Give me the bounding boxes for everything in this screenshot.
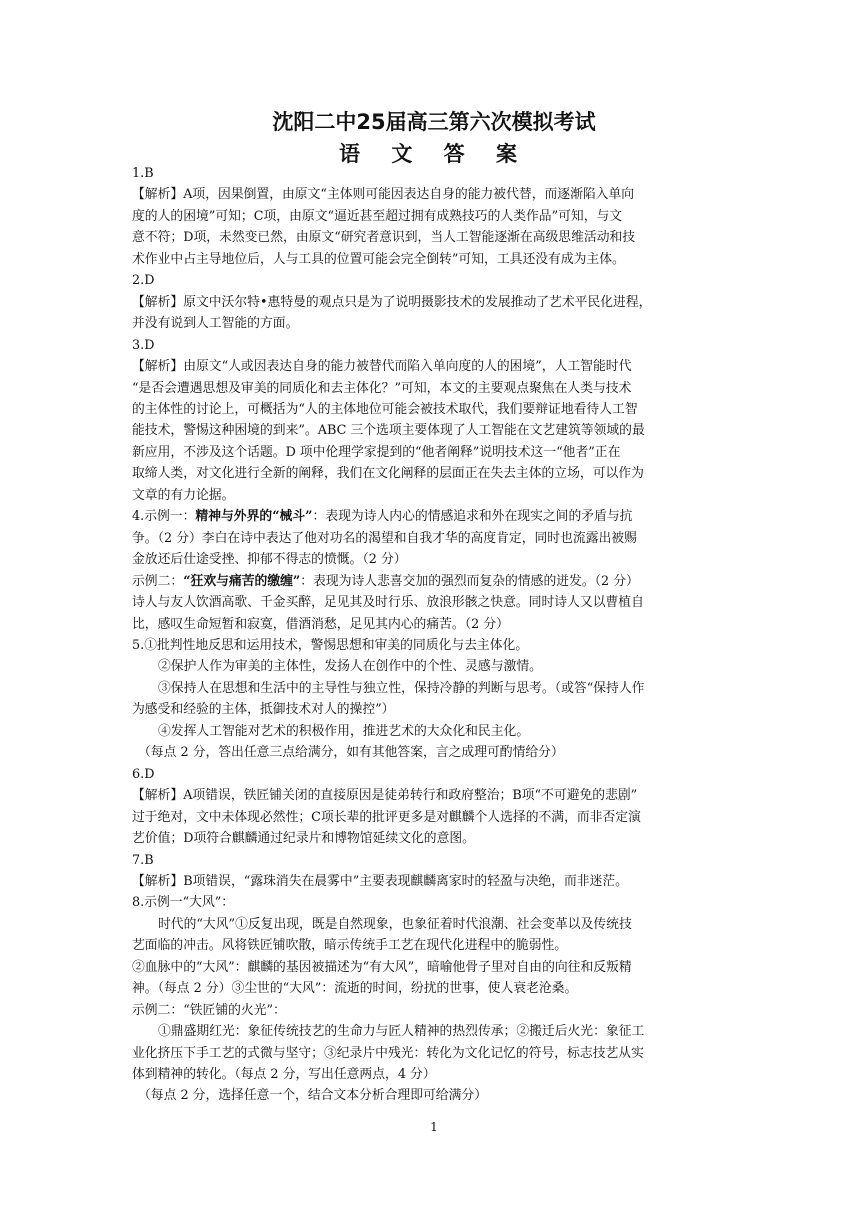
text-line: 5.①批判性地反思和运用技术，警惕思想和审美的同质化与去主体化。 — [132, 637, 529, 653]
page-subtitle: 语 文 答 案 — [339, 142, 529, 166]
text-line: 3.D — [132, 337, 155, 353]
text-line: ④发挥人工智能对艺术的积极作用，推进艺术的大众化和民主化。 — [158, 723, 530, 739]
q4-line — [132, 571, 740, 592]
text-line: 比，感叹生命短暂和寂寞，借酒消愁，足见其内心的痛苦。（2 分） — [132, 616, 509, 632]
text-line: 并没有说到人工智能的方面。 — [132, 316, 299, 332]
text-line: 1.B — [132, 166, 154, 181]
answer-body — [132, 163, 740, 1107]
text-line: 取缔人类，对文化进行全新的阐释，我们在文化阐释的层面正在失去主体的立场，可以作为 — [132, 466, 644, 482]
text-line: ②血脉中的“大风”：麒麟的基因被描述为“有大风”，暗喻他骨子里对自由的向往和反叛精 — [132, 959, 632, 975]
text-line: 【解析】B项错误，“露珠消失在晨雾中”主要表现麒麟离家时的轻盈与决绝，而非迷茫。 — [132, 873, 628, 889]
text-line: 2.D — [132, 273, 155, 289]
text-line: 示例二：“铁匠铺的火光”： — [132, 1002, 286, 1018]
text-line: 意不符；D项，未然变已然，由原文“研究者意识到，当人工智能逐渐在高级思维活动和技 — [132, 230, 636, 246]
page-number: 1 — [430, 1120, 438, 1134]
text-line: 为感受和经验的主体，抵御技术对人的操控”） — [132, 702, 395, 718]
text-line: ①鼎盛期红光：象征传统技艺的生命力与匠人精神的热烈传承；②搬迁后火光：象征工 — [158, 1024, 645, 1040]
text-line: 术作业中占主导地位后，人与工具的位置可能会完全倒转”可知，工具还没有成为主体。 — [132, 251, 625, 267]
text-line: 【解析】由原文“人或因表达自身的能力被替代而陷入单向度的人的困境”，人工智能时代 — [132, 359, 632, 375]
text-line: 业化挤压下手工艺的式微与坚守；③纪录片中残光：转化为文化记忆的符号，标志技艺从实 — [132, 1045, 644, 1061]
text-line: 诗人与友人饮酒高歌、千金买醉，足见其及时行乐、放浪形骸之快意。同时诗人又以曹植自 — [132, 595, 644, 611]
q4-text: ：表现为诗人内心的情感追求和外在现实之间的矛盾与抗 — [312, 509, 633, 525]
text-line: 文章的有力论据。 — [132, 487, 235, 503]
q4-label: 示例二： — [132, 573, 184, 589]
text-line: 8.示例一“大风”： — [132, 895, 235, 911]
text-line: 【解析】原文中沃尔特•惠特曼的观点只是为了说明摄影技术的发展推动了艺术平民化进程， — [132, 294, 652, 310]
text-line: （每点 2 分，选择任意一个，结合文本分析合理即可给满分） — [138, 1088, 487, 1104]
q4-keyword-2: “狂欢与痛苦的缴缠” — [183, 573, 301, 589]
text-line: 6.D — [132, 766, 155, 782]
q4-line — [132, 506, 740, 527]
text-line: （每点 2 分，答出任意三点给满分，如有其他答案，言之成理可酌情给分） — [138, 745, 564, 761]
q4-text: ：表现为诗人悲喜交加的强烈而复杂的情感的迸发。（2 分） — [300, 573, 639, 589]
text-line: “是否会遭遇思想及审美的同质化和去主体化？”可知，本文的主要观点聚焦在人类与技术 — [132, 380, 632, 396]
text-line: ②保护人作为审美的主体性，发扬人在创作中的个性、灵感与激情。 — [158, 659, 542, 675]
text-line: 时代的“大风”①反复出现，既是自然现象，也象征着时代浪潮、社会变革以及传统技 — [158, 916, 632, 932]
text-line: 【解析】A项，因果倒置，由原文“主体则可能因表达自身的能力被代替，而逐渐陷入单向 — [132, 187, 635, 203]
q4-label: 4.示例一： — [132, 509, 196, 525]
text-line: 艺价值；D项符合麒麟通过纪录片和博物馆延续文化的意图。 — [132, 831, 475, 847]
text-line: 金放还后仕途受挫、抑郁不得志的愤慨。（2 分） — [132, 552, 407, 568]
text-line: 过于绝对，文中未体现必然性；C项长辈的批评更多是对麒麟个人选择的不满，而非否定演 — [132, 809, 641, 825]
text-line: 能技术，警惕这种困境的到来”。ABC 三个选项主要体现了人工智能在文艺建筑等领域的最 — [132, 423, 645, 439]
text-line: ③保持人在思想和生活中的主导性与独立性，保持冷静的判断与思考。（或答“保持人作 — [158, 680, 645, 696]
text-line: 度的人的困境”可知；C项，由原文“逼近甚至超过拥有成熟技巧的人类作品”可知，与文 — [132, 208, 623, 224]
text-line: 神。（每点 2 分）③尘世的“大风”：流逝的时间，纷扰的世事，使人衰老沧桑。 — [132, 981, 578, 997]
text-line: 新应用，不涉及这个话题。D 项中伦理学家提到的“他者阐释”说明技术这一“他者”正在 — [132, 444, 621, 460]
text-line: 争。（2 分）李白在诗中表达了他对功名的渴望和自我才华的高度肯定，同时也流露出被赐 — [132, 530, 637, 546]
text-line: 的主体性的讨论上，可概括为“人的主体地位可能会被技术取代，我们要辩证地看待人工智 — [132, 401, 638, 417]
text-line: 【解析】A项错误，铁匠铺关闭的直接原因是徒弟转行和政府整治；B项“不可避免的悲剧” — [132, 788, 638, 804]
page-title: 沈阳二中25届高三第六次模拟考试 — [272, 110, 596, 134]
text-line: 体到精神的转化。（每点 2 分，写出任意两点，4 分） — [132, 1067, 436, 1083]
text-line: 7.B — [132, 852, 154, 868]
text-line: 艺面临的冲击。风将铁匠铺吹散，暗示传统手工艺在现代化进程中的脆弱性。 — [132, 938, 568, 954]
q4-keyword-1: 精神与外界的“械斗” — [195, 509, 313, 525]
